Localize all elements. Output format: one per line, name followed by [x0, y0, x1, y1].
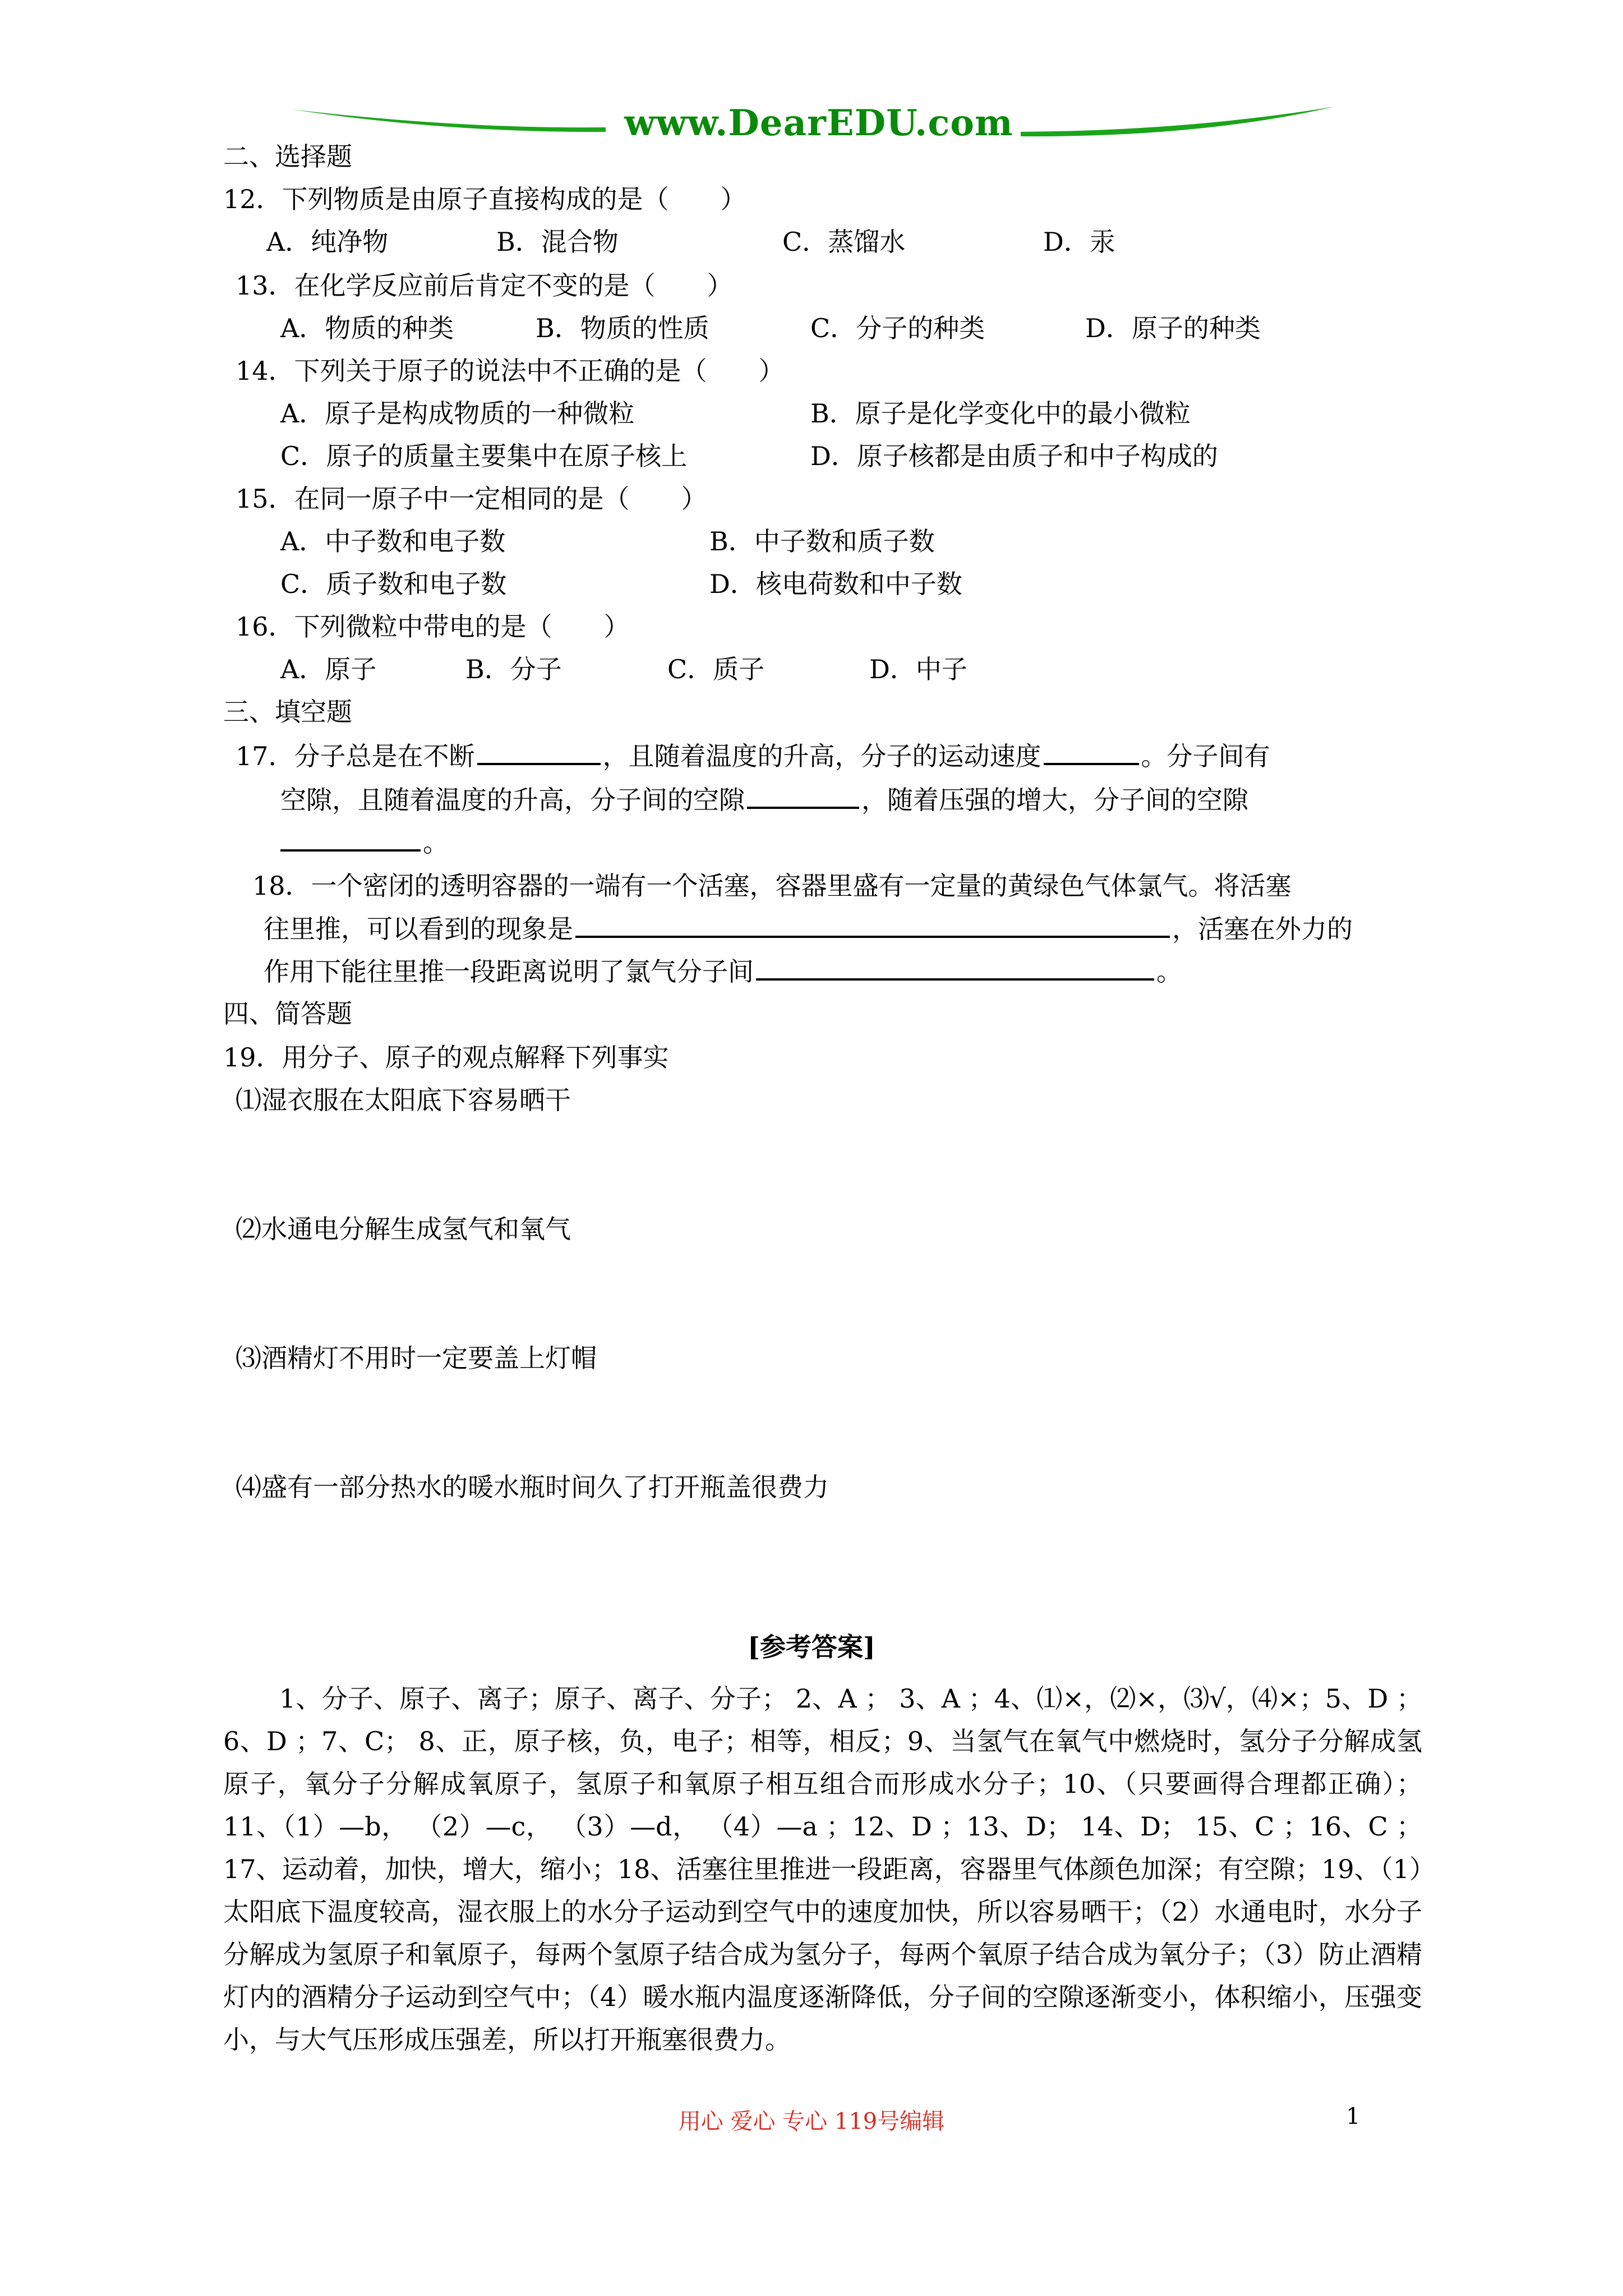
q13-option-c: C．分子的种类 — [810, 313, 985, 343]
answer-blank — [756, 954, 1154, 981]
section-title-short-answer: 四、简答题 — [223, 999, 352, 1029]
q15-option-a: A．中子数和电子数 — [280, 526, 506, 556]
question-16-stem: 16．下列微粒中带电的是（ ） — [236, 611, 630, 642]
question-15-stem: 15．在同一原子中一定相同的是（ ） — [236, 484, 707, 514]
q15-option-d: D．核电荷数和中子数 — [709, 569, 962, 599]
question-19-stem: 19．用分子、原子的观点解释下列事实 — [223, 1042, 669, 1073]
answer-blank — [1044, 738, 1139, 765]
q13-option-d: D．原子的种类 — [1085, 313, 1261, 343]
q15-option-b: B．中子数和质子数 — [709, 526, 935, 556]
question-18-line1: 18．一个密闭的透明容器的一端有一个活塞，容器里盛有一定量的黄绿色气体氯气。将活塞 — [252, 871, 1292, 901]
answer-blank — [575, 911, 1170, 938]
question-18-line2: 往里推，可以看到的现象是 ，活塞在外力的 — [264, 911, 1353, 946]
q12-option-d: D．汞 — [1043, 227, 1115, 257]
site-header-banner — [292, 98, 1335, 149]
q14-option-d: D．原子核都是由质子和中子构成的 — [810, 441, 1218, 471]
q16-option-c: C．质子 — [667, 654, 765, 684]
q14-option-b: B．原子是化学变化中的最小微粒 — [810, 398, 1191, 429]
question-19-item-4: ⑷盛有一部分热水的暖水瓶时间久了打开瓶盖很费力 — [236, 1472, 829, 1502]
section-title-fill: 三、填空题 — [223, 697, 352, 727]
site-logo-text[interactable]: www.DearEDU.com — [624, 102, 1013, 144]
question-19-item-1: ⑴湿衣服在太阳底下容易晒干 — [236, 1085, 571, 1115]
question-19-item-2: ⑵水通电分解生成氢气和氧气 — [236, 1214, 571, 1244]
question-14-stem: 14．下列关于原子的说法中不正确的是（ ） — [236, 356, 785, 386]
answer-blank — [747, 782, 859, 809]
answer-blank — [280, 825, 421, 852]
question-19-item-3: ⑶酒精灯不用时一定要盖上灯帽 — [236, 1343, 597, 1373]
answer-blank — [477, 738, 601, 765]
section-title-choice: 二、选择题 — [223, 141, 352, 172]
q16-option-d: D．中子 — [869, 654, 967, 684]
q12-option-a: A．纯净物 — [266, 227, 389, 257]
q14-option-a: A．原子是构成物质的一种微粒 — [280, 398, 635, 429]
question-17-line2: 空隙，且随着温度的升高，分子间的空隙 ，随着压强的增大，分子间的空隙 — [280, 782, 1248, 817]
answers-title: [参考答案] — [748, 1632, 875, 1662]
q16-option-a: A．原子 — [280, 654, 377, 684]
q16-option-b: B．分子 — [465, 654, 562, 684]
q13-option-a: A．物质的种类 — [280, 313, 454, 343]
q14-option-c: C．原子的质量主要集中在原子核上 — [280, 441, 688, 471]
q12-option-c: C．蒸馏水 — [782, 227, 906, 257]
question-17-line3: 。 — [280, 825, 449, 860]
question-18-line3: 作用下能往里推一段距离说明了氯气分子间 。 — [264, 954, 1182, 989]
q15-option-c: C．质子数和电子数 — [280, 569, 507, 599]
footer-credit: 用心 爱心 专心 119号编辑 — [678, 2109, 945, 2134]
question-17-line1: 17．分子总是在不断 ，且随着温度的升高，分子的运动速度 。分子间有 — [236, 738, 1270, 774]
page-number: 1 — [1346, 2104, 1361, 2129]
question-12-stem: 12．下列物质是由原子直接构成的是（ ） — [223, 184, 746, 214]
question-13-stem: 13．在化学反应前后肯定不变的是（ ） — [236, 270, 733, 301]
q12-option-b: B．混合物 — [496, 227, 619, 257]
answers-body: 1、分子、原子、离子；原子、离子、分子； 2、A ； 3、A ；4、⑴×，⑵×，⑶√，⑷×；5、D ；6、D ；7、C； 8、正，原子核，负，电子；相等，相反；9、当氢气在氧气中燃烧时，氢分子分解成氢原子，氧分子分解成氧原子，氢原子和氧原子相互组合而形成水分子；10、（只要画得合理都正确）；11、（1）—b， （2）—c， （3）—d， （4）—a ；12、D ；13、D； 14、D； 15、C ；16、C ；17、运动着，加快，增大，缩小；18、活塞往里推进一段距离，容器里气体颜色加深；有空隙；19、（1）太阳底下温度较高，湿衣服上的水分子运动到空气中的速度加快，所以容易晒干；（2）水通电时，水分子分解成为氢原子和氧原子，每两个氢原子结合成为氢分子，每两个氧原子结合成为氧分子；（3）防止酒精灯内的酒精分子运动到空气中；（4）暖水瓶内温度逐渐降低，分子间的空隙逐渐变小，体积缩小，压强变小，与大气压形成压强差，所以打开瓶塞很费力。 — [223, 1683, 1422, 2055]
q13-option-b: B．物质的性质 — [536, 313, 709, 343]
